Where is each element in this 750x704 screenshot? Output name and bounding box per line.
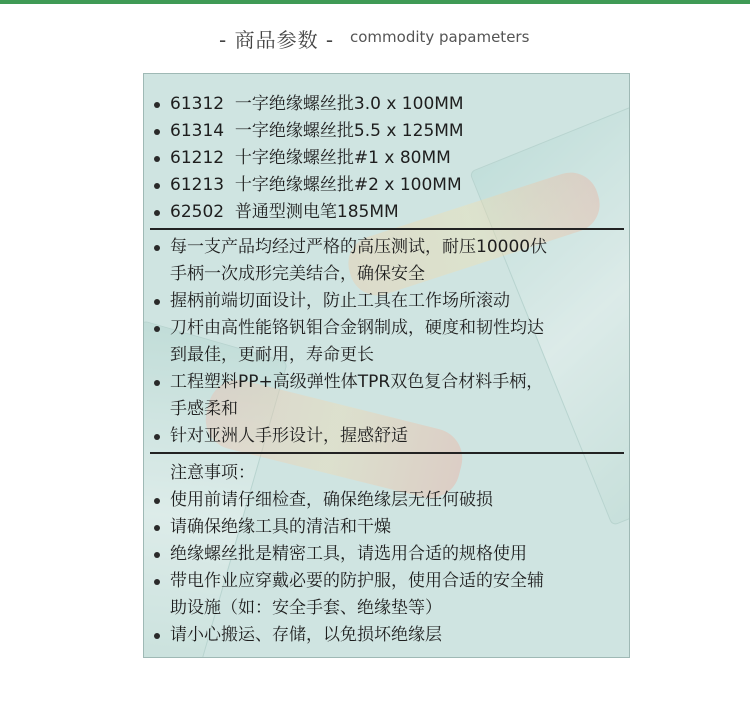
feature-text: 每一支产品均经过严格的高压测试，耐压10000伏 bbox=[170, 237, 548, 257]
model-name: 一字绝缘螺丝批3.0 x 100MM bbox=[234, 94, 464, 114]
model-code: 61212 bbox=[170, 148, 225, 168]
model-name: 十字绝缘螺丝批#1 x 80MM bbox=[234, 148, 451, 168]
bullet-icon bbox=[154, 380, 160, 386]
bullet-icon bbox=[154, 299, 160, 305]
model-code: 61314 bbox=[170, 121, 225, 141]
note-text: 请确保绝缘工具的清洁和干燥 bbox=[170, 517, 391, 537]
feature-text: 工程塑料PP+高级弹性体TPR双色复合材料手柄， bbox=[170, 372, 544, 392]
bullet-icon bbox=[154, 579, 160, 585]
notes-title: 注意事项： bbox=[170, 463, 255, 483]
bullet-icon bbox=[154, 102, 160, 108]
bullet-icon bbox=[154, 210, 160, 216]
model-code: 62502 bbox=[170, 202, 225, 222]
spec-panel bbox=[143, 73, 630, 658]
feature-text-continued: 到最佳，更耐用，寿命更长 bbox=[170, 345, 374, 365]
model-name: 一字绝缘螺丝批5.5 x 125MM bbox=[234, 121, 464, 141]
feature-text: 握柄前端切面设计，防止工具在工作场所滚动 bbox=[170, 291, 510, 311]
model-name: 普通型测电笔185MM bbox=[234, 202, 399, 222]
feature-text-continued: 手柄一次成形完美结合，确保安全 bbox=[170, 264, 425, 284]
bullet-icon bbox=[154, 552, 160, 558]
feature-text: 刀杆由高性能铬钒钼合金钢制成，硬度和韧性均达 bbox=[170, 318, 544, 338]
bullet-icon bbox=[154, 498, 160, 504]
bullet-icon bbox=[154, 129, 160, 135]
bullet-icon bbox=[154, 633, 160, 639]
bullet-icon bbox=[154, 326, 160, 332]
note-text: 带电作业应穿戴必要的防护服，使用合适的安全辅 bbox=[170, 571, 544, 591]
feature-text-continued: 手感柔和 bbox=[170, 399, 238, 419]
section-divider bbox=[150, 228, 624, 230]
bullet-icon bbox=[154, 156, 160, 162]
note-text: 使用前请仔细检查，确保绝缘层无任何破损 bbox=[170, 490, 493, 510]
model-code: 61312 bbox=[170, 94, 225, 114]
bullet-icon bbox=[154, 434, 160, 440]
note-text: 绝缘螺丝批是精密工具，请选用合适的规格使用 bbox=[170, 544, 527, 564]
model-name: 十字绝缘螺丝批#2 x 100MM bbox=[234, 175, 462, 195]
note-text: 请小心搬运、存储，以免损坏绝缘层 bbox=[170, 625, 442, 645]
bullet-icon bbox=[154, 525, 160, 531]
top-accent-bar bbox=[0, 0, 750, 4]
section-header bbox=[0, 22, 750, 52]
model-code: 61213 bbox=[170, 175, 225, 195]
bullet-icon bbox=[154, 183, 160, 189]
header-title-en: commodity papameters bbox=[350, 28, 530, 46]
note-text-continued: 助设施（如：安全手套、绝缘垫等） bbox=[170, 598, 442, 618]
feature-text: 针对亚洲人手形设计，握感舒适 bbox=[170, 426, 408, 446]
bullet-icon bbox=[154, 245, 160, 251]
section-divider bbox=[150, 452, 624, 454]
header-title-cn: - 商品参数 - bbox=[219, 28, 335, 52]
